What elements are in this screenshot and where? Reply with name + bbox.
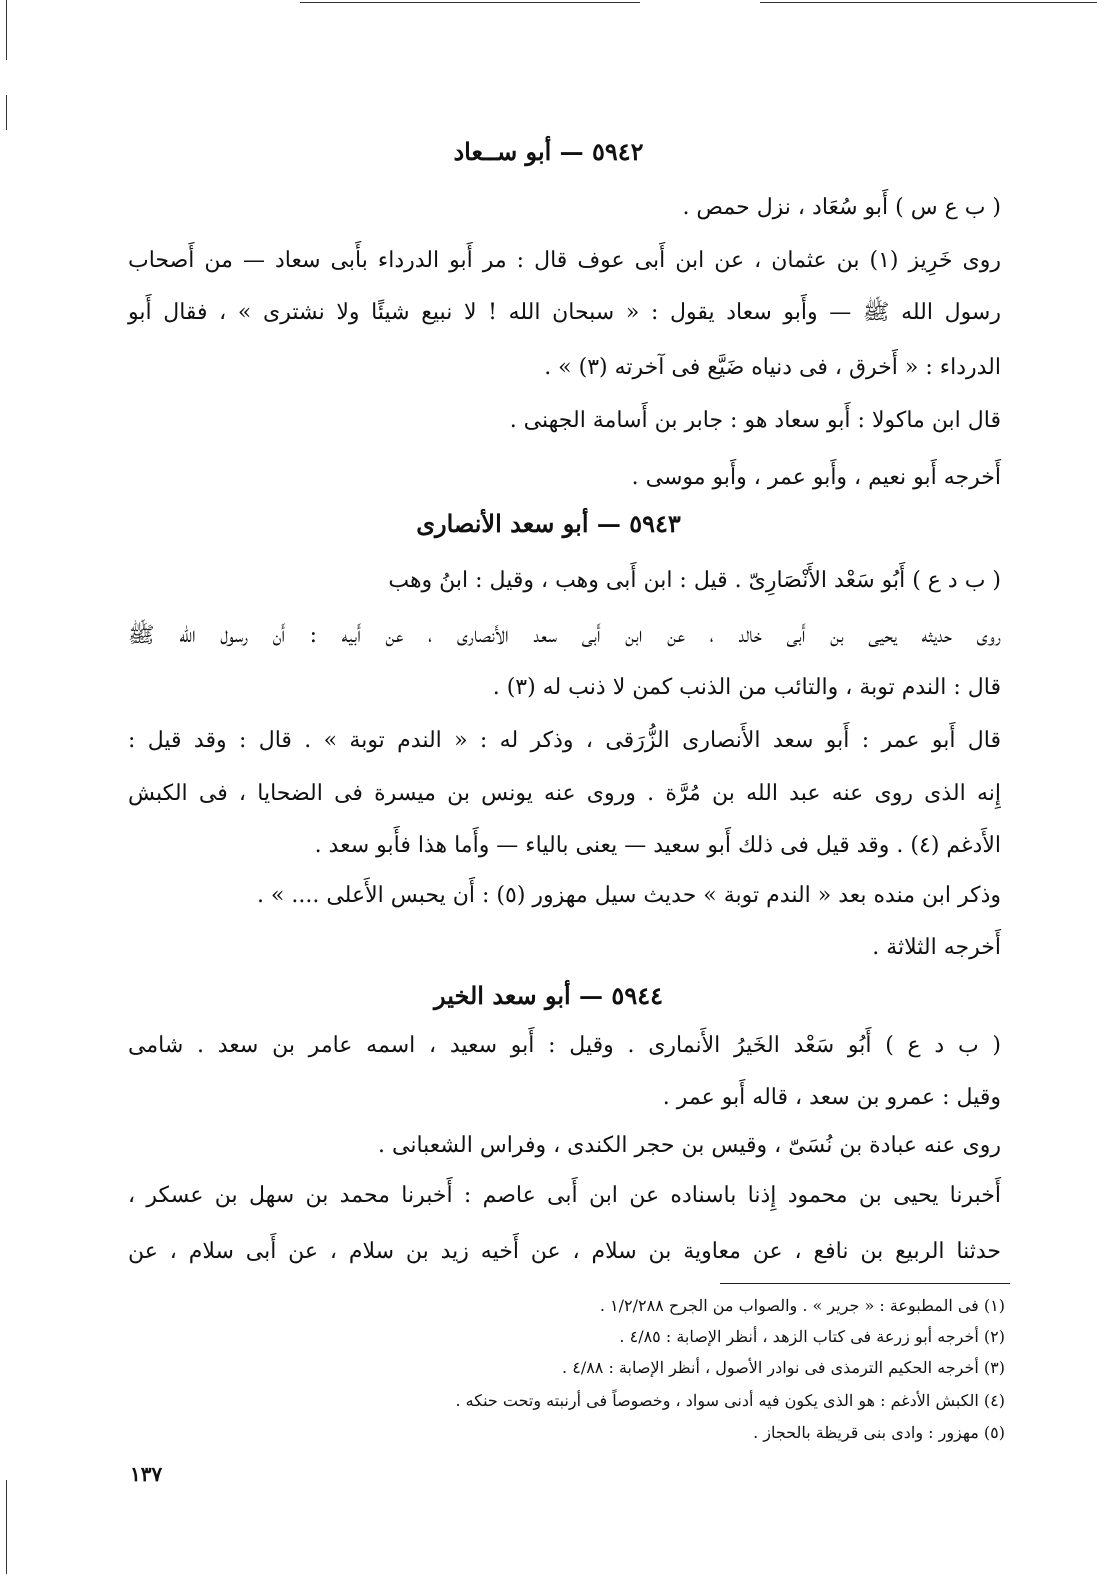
footnote-1: (١) فى المطبوعة : « جرير » . والصواب من الجرح ١/٢/٢٨٨ . (599, 1296, 1005, 1315)
scan-left-edge-lower (6, 95, 7, 130)
scan-left-edge (6, 0, 7, 60)
footnote-3: (٣) أخرجه الحكيم الترمذى فى نوادر الأصول ، أنظر الإصابة : ٤/٨٨ . (562, 1358, 1005, 1377)
entry-5943-line-2: روى حديثه يحيى بن أَبى خالد ، عن ابن أَبى سعد الأَنصارى ، عن أَبيه : أَن رسول الله ﷺ (128, 623, 1001, 648)
scan-top-border (300, 2, 640, 3)
entry-5944-line-5: حدثنا الربيع بن نافع ، عن معاوية بن سلام ، عن أَخيه زيد بن سلام ، عن أَبى سلام ، عن (128, 1239, 1001, 1264)
entry-5943-line-5: إِنه الذى روى عنه عبد الله بن مُرَّة . وروى عنه يونس بن ميسرة فى الضحايا ، فى الكبش (128, 781, 1001, 806)
entry-5944-line-2: وقيل : عمرو بن سعد ، قاله أَبو عمر . (662, 1085, 1001, 1110)
entry-5943-line-4: قال أَبو عمر : أَبو سعد الأَنصارى الزُّرَقى ، وذكر له : « الندم توبة » . قال : وقد قيل : (128, 728, 1001, 753)
entry-5942-line-1: ( ب ع س ) أَبو سُعَاد ، نزل حمص . (682, 195, 1001, 220)
entry-heading-5942: ٥٩٤٢ — أبو ســعاد (453, 137, 644, 166)
entry-5943-line-3: قال : الندم توبة ، والتائب من الذنب كمن لا ذنب له (٣) . (492, 675, 1001, 700)
entry-5943-line-8: أَخرجه الثلاثة . (872, 935, 1001, 960)
page-number: ١٣٧ (130, 1462, 163, 1486)
entry-5942-line-6: أَخرجه أَبو نعيم ، وأَبو عمر ، وأَبو موسى . (631, 465, 1001, 490)
entry-heading-5943: ٥٩٤٣ — أبو سعد الأنصارى (416, 509, 681, 538)
entry-5943-line-1: ( ب د ع ) أَبُو سَعْد الأَنْصَارِىّ . قيل : ابن أَبى وهب ، وقيل : ابنُ وهب (388, 568, 1001, 593)
entry-heading-5944: ٥٩٤٤ — أبو سعد الخير (434, 981, 663, 1010)
entry-5943-line-7: وذكر ابن منده بعد « الندم توبة » حديث سيل مهزور (٥) : أَن يحبس الأَعلى .... » . (256, 883, 1001, 908)
entry-5943-line-6: الأَدغم (٤) . وقد قيل فى ذلك أَبو سعيد — يعنى بالياء — وأَما هذا فأَبو سعد . (314, 833, 1001, 858)
footnote-2: (٢) أخرجه أبو زرعة فى كتاب الزهد ، أنظر الإصابة : ٤/٨٥ . (619, 1327, 1005, 1346)
footnote-divider (720, 1283, 1010, 1284)
entry-5944-line-3: روى عنه عبادة بن نُسَىّ ، وقيس بن حجر الكندى ، وفراس الشعبانى . (378, 1133, 1001, 1158)
entry-5942-line-5: قال ابن ماكولا : أَبو سعاد هو : جابر بن أَسامة الجهنى . (509, 408, 1001, 433)
entry-5944-line-1: ( ب د ع ) أَبُو سَعْد الخَيرُ الأَنمارى . وقيل : أَبو سعيد ، اسمه عامر بن سعد . شامى (128, 1033, 1001, 1058)
scan-left-edge-bottom (6, 1480, 7, 1574)
footnote-4: (٤) الكبش الأدغم : هو الذى يكون فيه أدنى سواد ، وخصوصاً فى أرنبته وتحت حنكه . (455, 1391, 1005, 1410)
entry-5942-line-4: الدرداء : « أَخرق ، فى دنياه ضَيَّع فى آخرته (٣) » . (544, 355, 1001, 380)
entry-5944-line-4: أَخبرنا يحيى بن محمود إِذنا باسناده عن ابن أَبى عاصم : أَخبرنا محمد بن سهل بن عسكر ، (128, 1183, 1001, 1208)
scan-top-border-right (760, 2, 1097, 3)
entry-5942-line-2: روى خَرِيز (١) بن عثمان ، عن ابن أَبى عوف قال : مر أَبو الدرداء بأَبى سعاد — من أَصحاب (128, 248, 1001, 273)
entry-5942-line-3: رسول الله ﷺ — وأَبو سعاد يقول : « سبحان الله ! لا نبيع شيئًا ولا نشترى » ، فقال أَبو (128, 300, 1001, 325)
footnote-5: (٥) مهزور : وادى بنى قريظة بالحجاز . (753, 1423, 1005, 1442)
